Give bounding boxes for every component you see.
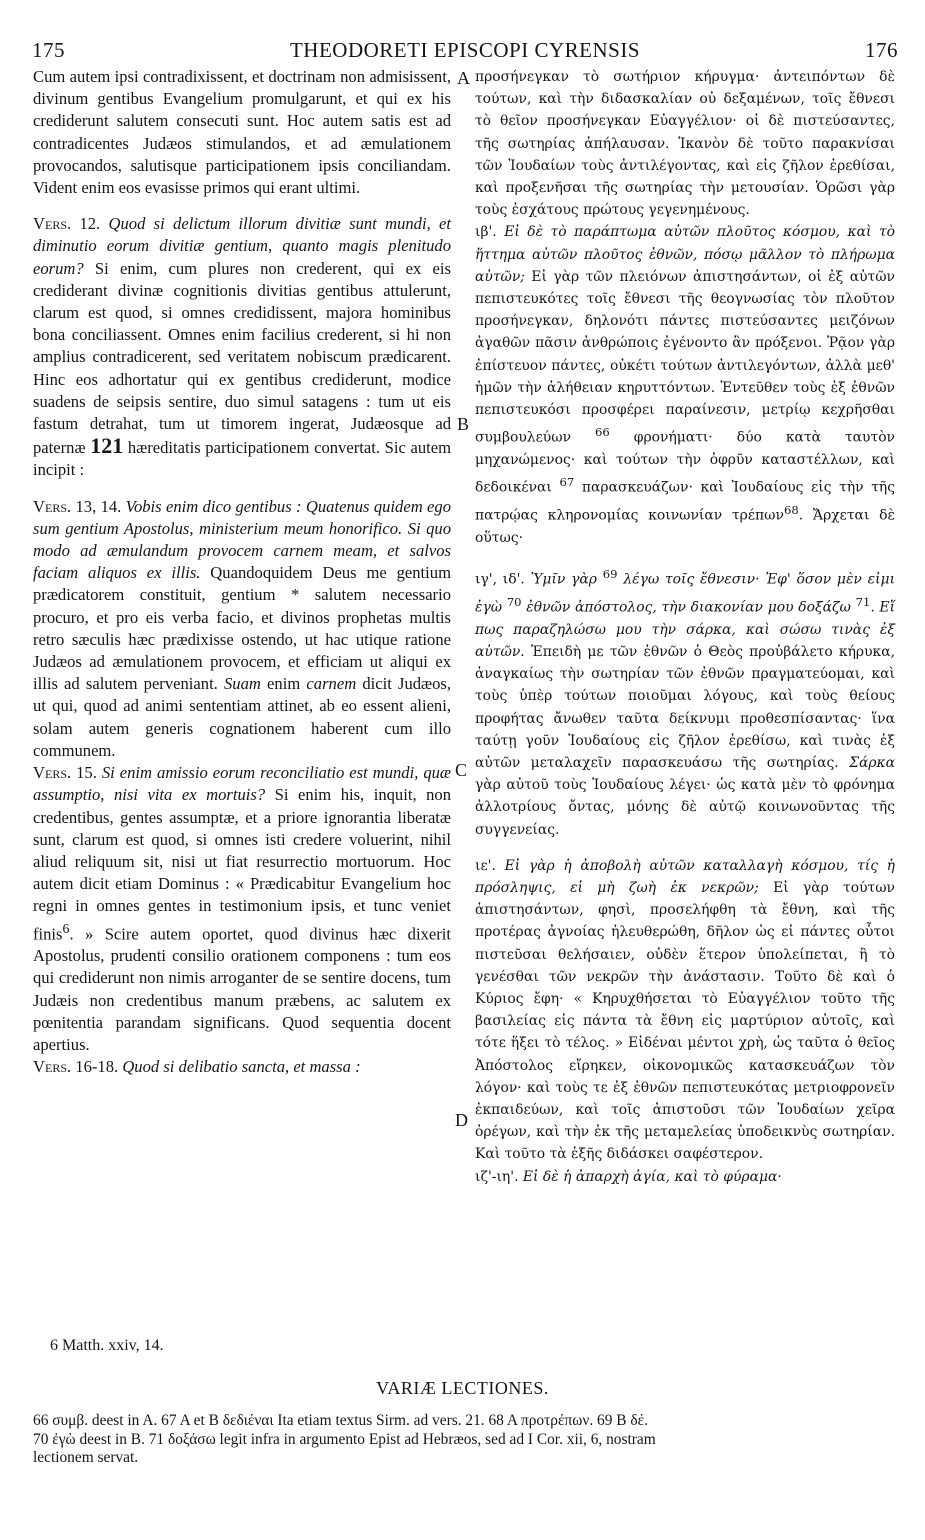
- column-number: 121: [90, 433, 124, 459]
- verse-quote: Si enim amissio eorum reconciliatio est mundi, quæ assumptio, nisi vita ex mortuis?: [33, 763, 451, 805]
- latin-verse-16: [33, 1056, 451, 1078]
- verse-label: Vers. 13, 14.: [33, 496, 122, 516]
- greek-verse-16: [475, 1166, 895, 1188]
- variae-lectiones: [33, 1412, 883, 1468]
- greek-text: Εἰ γὰρ τῶν πλειόνων ἀπιστησάντων, οἱ ἐξ αὐτῶν πεπιστευκότες τοῖς ἔθνεσι τῆς θεογνωσίας τὸν πλοῦτον προσήνεγκαν, δηλονότι πάντες πιστεύσαντες μειζόνων ἀγαθῶν πᾶσιν ἀνθρώποις ἐγένοντο ἂν πρόξενοι. Ῥᾷον γὰρ ἐπίστευον πάντες, οὐκέτι τούτων ἀντιλεγόντων, ἀλλὰ μεθ' ἡμῶν τὴν ἀλήθειαν κηρυττόντων. Ἐντεῦθεν τοὺς ἐξ ἐθνῶν πεπιστευκόσι προσφέρει παραίνεσιν, μετρίῳ κεχρῆσθαι συμβουλεύων: [475, 268, 895, 446]
- verse-quote: ἐθνῶν ἀπόστολος, τὴν διακονίαν μου δοξάζω: [526, 599, 851, 616]
- verse-quote: Quod si delictum illorum divitiæ sunt mundi, et diminutio eorum divitiæ gentium, quanto magis plenitudo eorum?: [33, 214, 451, 278]
- footnote: 6 Matth. xxiv, 14.: [50, 1337, 164, 1354]
- verse-quote: Εἰ δὲ τὸ παράπτωμα αὐτῶν πλοῦτος κόσμου, καὶ τὸ ἥττημα αὐτῶν πλοῦτος ἐθνῶν, πόσῳ μᾶλλον τὸ πλήρωμα αὐτῶν;: [475, 224, 895, 285]
- footnote-ref: 67: [559, 475, 575, 490]
- column-marker-c: C: [455, 760, 468, 780]
- greek-text: φρονήματι· δύο κατὰ ταυτὸν μηχανώμενος· καὶ τούτων τὴν ὀφρῦν καταστέλλων, καὶ δεδοικέναι: [475, 429, 895, 496]
- verse-label: ιζ'-ιη'.: [475, 1168, 519, 1185]
- latin-column: [33, 66, 451, 1078]
- verse-label: Vers. 12.: [33, 214, 101, 234]
- verse-quote: Εἰ γὰρ ἡ ἀποβολὴ αὐτῶν καταλλαγὴ κόσμου, τίς ἡ πρόσληψις, εἰ μὴ ζωὴ ἐκ νεκρῶν;: [475, 857, 896, 897]
- footnote-ref: 70: [506, 594, 522, 609]
- greek-verse-15: [475, 855, 895, 1166]
- page-header: [30, 38, 900, 64]
- footnote-ref: 71: [855, 594, 871, 609]
- latin-verse-15: [33, 762, 451, 1056]
- latin-text: hæreditatis participationem convertat. Sic autem incipit :: [33, 438, 452, 480]
- latin-verse-13: [33, 496, 451, 762]
- verse-quote: Vobis enim dico gentibus : Quatenus quidem ego sum gentium Apostolus, ministerium meum honorifico. Si quo modo ad æmulandum provocem carnem meam, et salvos faciam aliquos ex illis.: [33, 496, 451, 583]
- verse-label: ιβ'.: [475, 224, 497, 241]
- variae-line: 66 συμβ. deest in A. 67 A et B δεδιέναι Ita etiam textus Sirm. ad vers. 21. 68 A προτρέπων. 69 B δέ.: [33, 1412, 648, 1429]
- variae-line: lectionem servat.: [33, 1449, 139, 1466]
- greek-text: γὰρ αὐτοῦ τοὺς Ἰουδαίους λέγει· ὡς κατὰ μὲν τὸ φρόνημα ἀλλοτρίους ὄντας, μόνης δὲ αὐτῷ κοινωνοῦντας τῆς συγγενείας.: [475, 777, 895, 838]
- verse-label: ιε'.: [475, 857, 496, 874]
- running-title: THEODORETI EPISCOPI CYRENSIS: [289, 38, 641, 62]
- greek-text: παρασκευάζων· καὶ Ἰουδαίους εἰς τὴν τῆς πατρῴας κληρονομίας κοινωνίαν τρέπων: [475, 479, 895, 524]
- greek-text: Εἰ γὰρ τούτων ἀπιστησάντων, φησὶ, προσελήφθη τὰ ἔθνη, καὶ τῆς προτέρας ἀγνοίας ἠλευθερώθη, δῆλον ὡς εἰ πάντες οὗτοι πιστεῦσαι θελήσαιεν, οὐδὲν ἕτερον ὑπολείπεται, ἢ τὸ γενέσθαι τῶν νεκρῶν τὴν ἀνάστασιν. Τοῦτο δὲ καὶ ὁ Κύριος ἔφη· « Κηρυχθήσεται τὸ Εὐαγγέλιον τοῦτο τῆς βασιλείας εἰς πάντα τὰ ἔθνη εἰς μαρτύριον αὐτοῖς, καὶ τότε ἥξει τὸ τέλος. » Εἰδέναι μέντοι χρὴ, ὡς ταῦτα ὁ θεῖος Ἀπόστολος εἴρηκεν, οἰκονομικῶς κατασκευάζων τὸν λόγον· καὶ τοὺς τε ἐξ ἐθνῶν πεπιστευκότας μετριοφρονεῖν ἐκπαιδεύων, καὶ τοῖς ἀπιστοῦσι τῶν Ἰουδαίων χεῖρα ὀρέγων, καὶ τὴν ἐκ τῆς μεταμελείας ὑποδεικνὺς σωτηρίαν. Καὶ τοῦτο τὰ ἑξῆς διδάσκει σαφέστερον.: [475, 880, 895, 1163]
- latin-text: . » Scire autem oportet, quod divinus hæc dixerit Apostolus, prudenti consilio orationem componens : tum eos qui crediderunt non nimis arroganter de se sentire docens, tum Judæis non credentibus manum præbens, ac salutem ex pœnitentia parandam significans. Quod sequentia docent apertius.: [33, 924, 451, 1055]
- greek-text: Ἐπειδὴ με τῶν ἐθνῶν ὁ Θεὸς προὐβάλετο κήρυκα, ἀναγκαίως τὴν σωτηρίαν τῶν ἐθνῶν πραγματεύομαι, καὶ τοὺς ὑπὲρ τούτων ποιοῦμαι λόγους, καὶ τοὺς θείους προφήτας ἄνωθεν ταῦτα δείκνυμι προθεσπίσαντας· ἵνα ταύτῃ γοῦν Ἰουδαίους εἰς ζῆλον ἐρεθίσω, καὶ τινὰς ἐξ αὐτῶν μεταλαχεῖν παρασκευάσω τῆς σωτηρίας.: [475, 644, 896, 772]
- latin-text: Quandoquidem Deus me gentium prædicatorem constituit, gentium * salutem necessario procuro, et pro eis verba facio, et divinos prophetas multis retro sæculis hæc prædixisse ostendo, ut hac utique ratione Judæos ad æmulationem provocem, et efficiam ut aliqui ex illis ad salutem perveniant.: [33, 563, 451, 694]
- greek-column: [475, 66, 895, 1188]
- greek-verse-12: [475, 221, 895, 549]
- verse-label: Vers. 15.: [33, 763, 97, 783]
- verse-label: Vers. 16-18.: [33, 1057, 119, 1077]
- greek-paragraph: προσήνεγκαν τὸ σωτήριον κήρυγμα· ἀντειπόντων δὲ τούτων, καὶ τὴν διδασκαλίαν οὐ δεξαμένων, τοῖς ἔθνεσι τὸ θεῖον προσήνεγκαν Εὐαγγέλιον· οἱ δὲ πιστεύσαντες, τῆς σωτηρίας ἀπήλαυσαν. Ἱκανὸν δὲ τοῦτο παρακνίσαι τῶν Ἰουδαίων τοὺς ἀντιλέγοντας, καὶ εἰς ζῆλον ἐρεθίσαι, καὶ προξενῆσαι τῆς σωτηρίας τὴν μετουσίαν. Ὁρῶσι γὰρ τοὺς ἐσχάτους πρώτους γεγενημένους.: [475, 69, 895, 219]
- column-marker-d: D: [455, 1110, 468, 1130]
- footnote-ref: 69: [602, 567, 618, 582]
- latin-italic: Suam: [224, 674, 261, 694]
- greek-text: . Ἄρχεται δὲ οὕτως·: [475, 507, 895, 546]
- latin-italic: carnem: [306, 674, 357, 694]
- latin-text: enim: [267, 674, 301, 694]
- variae-heading: VARIÆ LECTIONES.: [376, 1378, 549, 1398]
- verse-quote: . Εἴ πως παραζηλώσω μου τὴν σάρκα, καὶ σώσω τινὰς ἐξ αὐτῶν.: [475, 599, 896, 660]
- page-number-left: 175: [32, 38, 65, 62]
- greek-verse-13: [475, 563, 895, 841]
- latin-text: Si enim his, inquit, non credentibus, gentes assumptæ, et a priore ignorantia liberatæ sunt, clarum est quod, si omnes isti credere voluerint, nihil aliud reliquum sit, nisi ut fiat resurrectio mortuorum. Hoc autem dicit etiam Dominus : « Prædicabitur Evangelium hoc regni in omnes gentes in testimonium ipsis, et tunc veniet finis: [33, 785, 451, 944]
- verse-label: ιγ', ιδ'.: [475, 571, 525, 588]
- latin-verse-12: [33, 213, 451, 481]
- latin-text: Si enim, cum plures non crederent, qui ex eis crediderant divinæ cognitionis divitias gentibus attulerunt, clarum est quod, si omnes credidissent, majora hominibus bona conciliassent. Omnes enim facilius crederent, si hi non amplius contradicerent, sed veritatem nobiscum prædicarent. Hinc eos adhortatur qui ex gentibus crediderunt, modice suadens de seipsis sentire, duo simul satagens : tum ut eis fastum detrahat, tum ut timorem ingerat, Judæosque ad paternæ: [33, 258, 451, 458]
- footnote-ref: 68: [783, 503, 799, 518]
- variae-line: 70 ἐγὼ deest in B. 71 δοξάσω legit infra in argumento Epist ad Hebræos, sed ad I Cor. xii, 6, nostram: [33, 1430, 656, 1448]
- column-marker-b: B: [457, 414, 470, 434]
- verse-quote: Ὑμῖν γὰρ: [530, 571, 597, 588]
- verse-quote: Quod si delibatio sancta, et massa :: [122, 1057, 361, 1077]
- column-marker-a: A: [457, 68, 470, 88]
- verse-quote: λέγω τοῖς ἔθνεσιν· Ἐφ' ὅσον μὲν εἰμι ἐγὼ: [475, 571, 896, 616]
- latin-text: dicit Judæos, ut qui, quod ad animi sententiam attinet, ab eo essent alieni, solam autem generis cognationem haberent cum illo communem.: [33, 674, 452, 760]
- page-number-right: 176: [865, 38, 898, 62]
- latin-paragraph: Cum autem ipsi contradixissent, et doctrinam non admisissent, divinum gentibus Evangelium promulgarunt, et qui ex his crediderunt salutem consecuti sunt. Hoc autem satis est ad contradicentes Judæos stimulandos, et ad æmulationem provocandos, salutisque participationem ipsis conciliandam. Vident enim eos evasisse primos qui erant ultimi.: [33, 67, 451, 198]
- verse-quote: Εἰ δὲ ἡ ἀπαρχὴ ἁγία, καὶ τὸ φύραμα·: [522, 1168, 782, 1185]
- footnote-ref: 6: [62, 920, 70, 936]
- greek-italic: Σάρκα: [849, 755, 895, 772]
- footnote-ref: 66: [595, 425, 610, 440]
